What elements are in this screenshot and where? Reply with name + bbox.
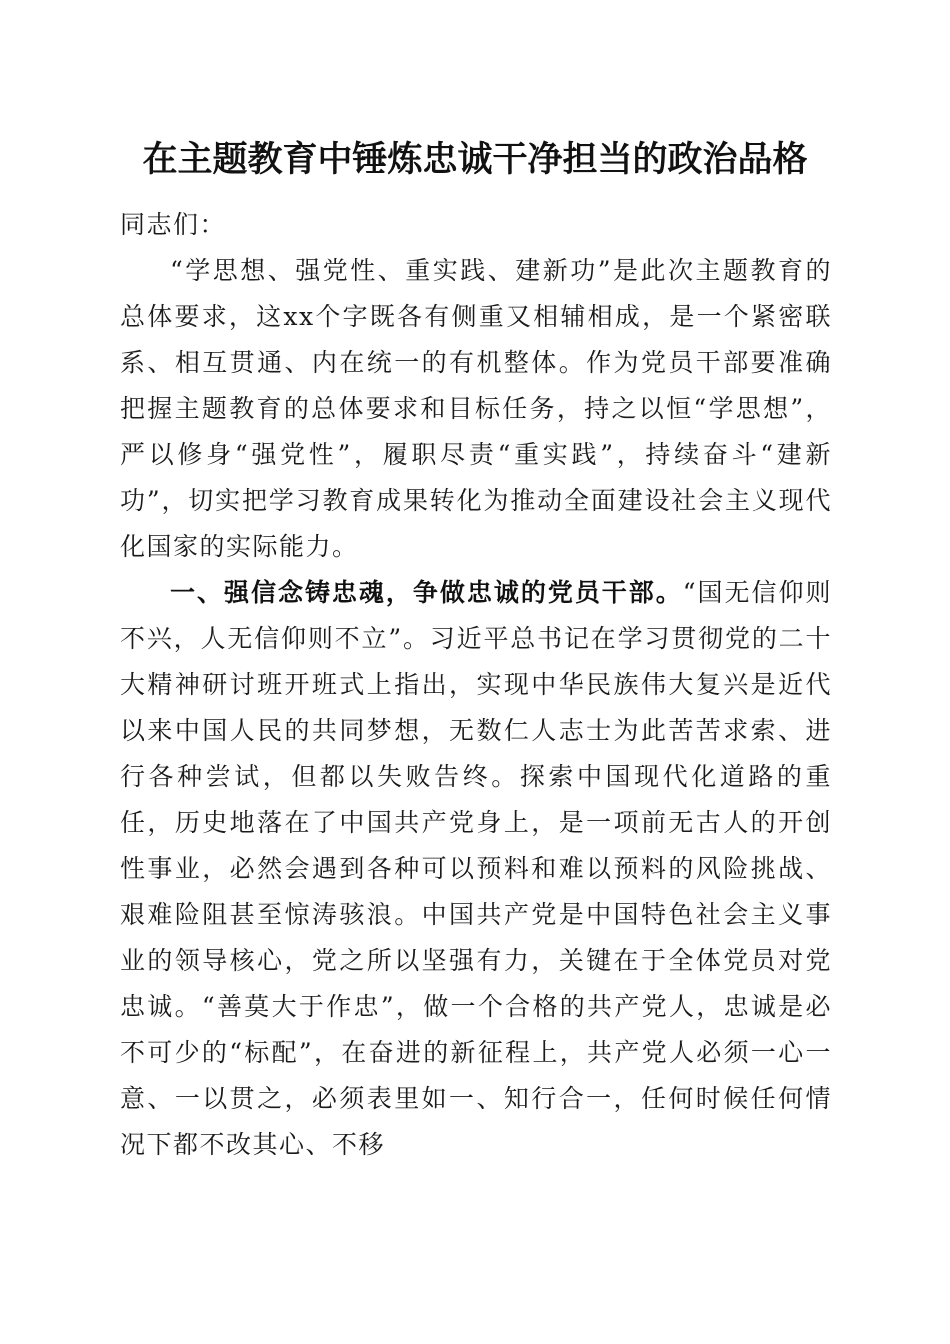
document-body [120,202,832,1168]
salutation: 同志们： [120,210,227,239]
section-1-body: “国无信仰则不兴，人无信仰则不立”。习近平总书记在学习贯彻党的二十大精神研讨班开班式上指出，实现中华民族伟大复兴是近代以来中国人民的共同梦想，无数仁人志士为此苦苦求索、进行各种尝试，但都以失败告终。探索中国现代化道路的重任，历史地落在了中国共产党身上，是一项前无古人的开创性事业，必然会遇到各种可以预料和难以预料的风险挑战、艰难险阻甚至惊涛骇浪。中国共产党是中国特色社会主义事业的领导核心，党之所以坚强有力，关键在于全体党员对党忠诚。“善莫大于作忠”，做一个合格的共产党人，忠诚是必不可少的“标配”，在奋进的新征程上，共产党人必须一心一意、一以贯之，必须表里如一、知行合一，任何时候任何情况下都不改其心、不移 [120,578,833,1159]
section-1-heading: 一、强信念铸忠魂，争做忠诚的党员干部。 [170,578,683,607]
section-1-paragraph [120,570,832,1168]
intro-paragraph: “学思想、强党性、重实践、建新功”是此次主题教育的总体要求，这xx个字既各有侧重又相辅相成，是一个紧密联系、相互贯通、内在统一的有机整体。作为党员干部要准确把握主题教育的总体要求和目标任务，持之以恒“学思想”，严以修身“强党性”，履职尽责“重实践”，持续奋斗“建新功”，切实把学习教育成果转化为推动全面建设社会主义现代化国家的实际能力。 [120,256,832,561]
document-title: 在主题教育中锤炼忠诚干净担当的政治品格 [142,139,808,180]
